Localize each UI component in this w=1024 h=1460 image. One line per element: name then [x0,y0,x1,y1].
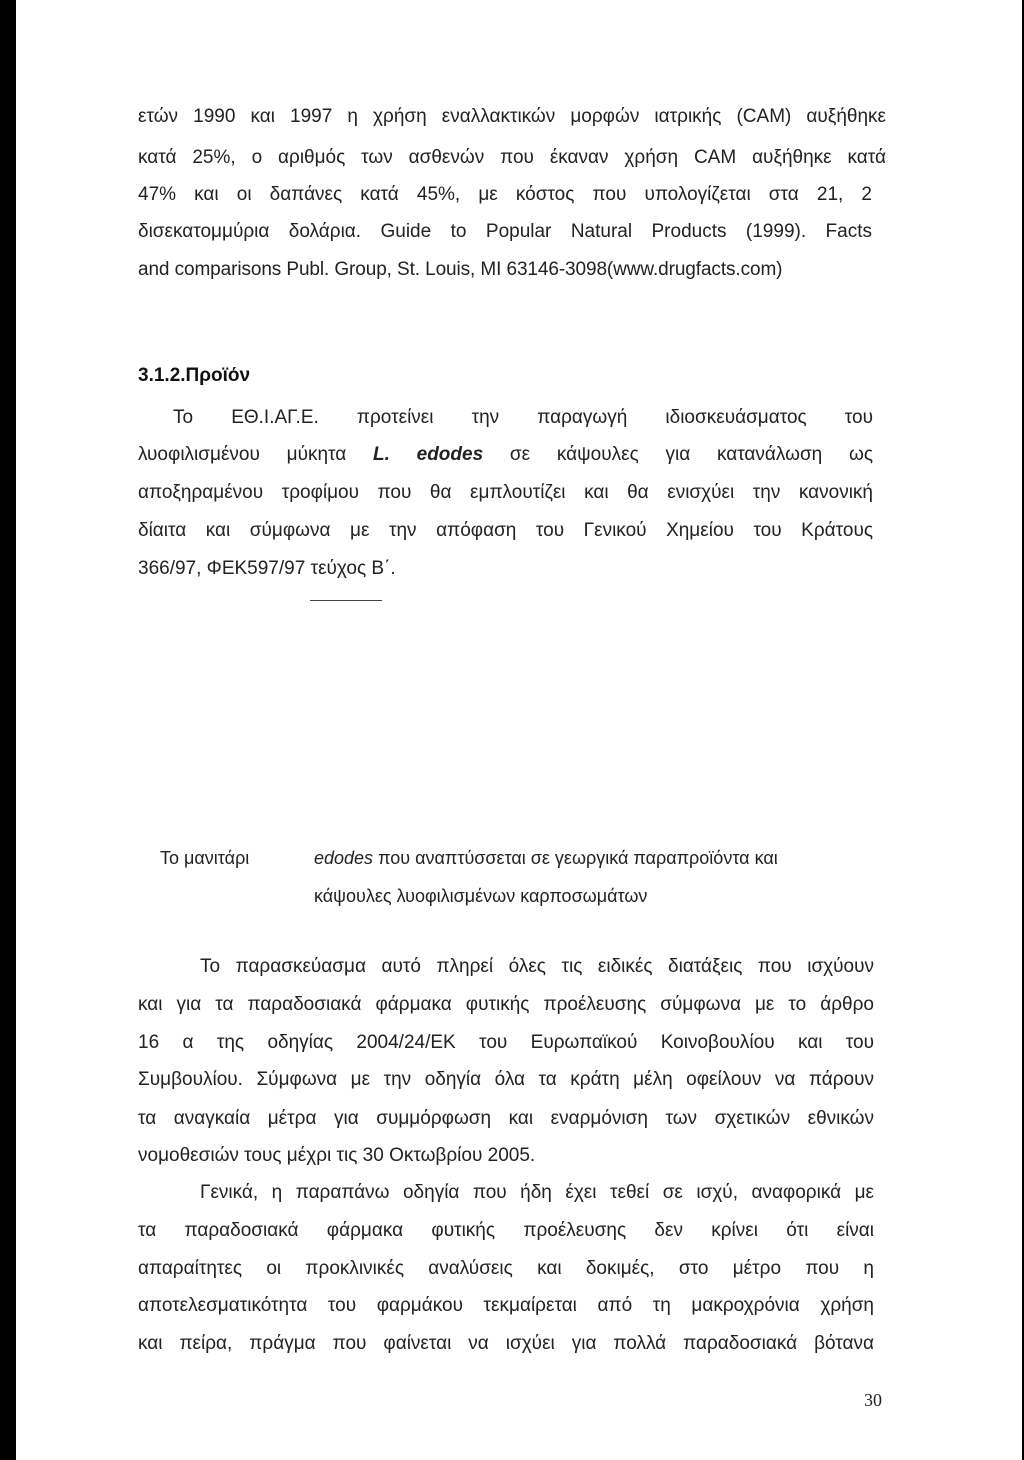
paragraph-2-line-4: Συμβουλίου. Σύμφωνα με την οδηγία όλα τα κράτη μέλη οφείλουν να πάρουν [138,1069,874,1090]
paragraph-2-line-3: 16 α της οδηγίας 2004/24/ΕΚ του Ευρωπαϊκού Κοινοβουλίου και του [138,1032,874,1053]
separator-rule [310,600,382,601]
species-name: L. edodes [373,444,484,465]
paragraph-3-line-2: τα παραδοσιακά φάρμακα φυτικής προέλευσης δεν κρίνει ότι είναι [138,1220,874,1241]
paragraph-2-line-6: νομοθεσιών τους μέχρι τις 30 Οκτωβρίου 2005. [138,1145,536,1166]
page-number: 30 [864,1390,882,1410]
paragraph-2-line-2: και για τα παραδοσιακά φάρμακα φυτικής προέλευσης σύμφωνα με το άρθρο [138,994,874,1015]
paragraph-3-line-4: αποτελεσματικότητα του φαρμάκου τεκμαίρεται από τη μακροχρόνια χρήση [138,1295,874,1316]
section-line-2 [138,443,873,467]
section-line-2-start: λυοφιλισμένου μύκητα [138,444,347,465]
section-line-2-end: σε κάψουλες για κατανάλωση ως [509,444,873,465]
paragraph-1-line-1: ετών 1990 και 1997 η χρήση εναλλακτικών μορφών ιατρικής (CAM) αυξήθηκε [138,106,886,127]
section-heading: 3.1.2.Προϊόν [138,365,251,386]
paragraph-3-line-1: Γενικά, η παραπάνω οδηγία που ήδη έχει τεθεί σε ισχύ, αναφορικά με [200,1182,874,1203]
section-line-4: δίαιτα και σύμφωνα με την απόφαση του Γενικού Χημείου του Κράτους [138,520,873,541]
caption-species: edodes [314,848,374,868]
section-line-5: 366/97, ΦΕΚ597/97 τεύχος Β΄. [138,558,396,579]
document-page [16,0,1022,1460]
paragraph-1-line-5: and comparisons Publ. Group, St. Louis, MI 63146-3098(www.drugfacts.com) [138,259,783,280]
paragraph-2-line-1: Το παρασκεύασμα αυτό πληρεί όλες τις ειδικές διατάξεις που ισχύουν [200,956,874,977]
paragraph-3-line-3: απαραίτητες οι προκλινικές αναλύσεις και δοκιμές, στο μέτρο που η [138,1258,874,1279]
paragraph-1-line-4: δισεκατομμύρια δολάρια. Guide to Popular Natural Products (1999). Facts [138,221,872,242]
caption-line-2: κάψουλες λυοφιλισμένων καρποσωμάτων [314,886,648,906]
paragraph-3-line-5: και πείρα, πράγμα που φαίνεται να ισχύει για πολλά παραδοσιακά βότανα [138,1333,874,1354]
caption-prefix: Το μανιτάρι [160,848,250,868]
paragraph-1-line-2: κατά 25%, ο αριθμός των ασθενών που έκαναν χρήση CAM αυξήθηκε κατά [138,147,886,168]
section-line-1: Το ΕΘ.Ι.ΑΓ.Ε. προτείνει την παραγωγή ιδιοσκευάσματος του [173,407,873,428]
caption-line-1 [314,847,778,869]
paragraph-1-line-3: 47% και οι δαπάνες κατά 45%, με κόστος που υπολογίζεται στα 21, 2 [138,184,872,205]
paragraph-2-line-5: τα αναγκαία μέτρα για συμμόρφωση και εναρμόνιση των σχετικών εθνικών [138,1108,874,1129]
caption-line-1-rest: που αναπτύσσεται σε γεωργικά παραπροϊόντα και [378,848,778,868]
section-line-3: αποξηραμένου τροφίμου που θα εμπλουτίζει και θα ενισχύει την κανονική [138,482,873,503]
